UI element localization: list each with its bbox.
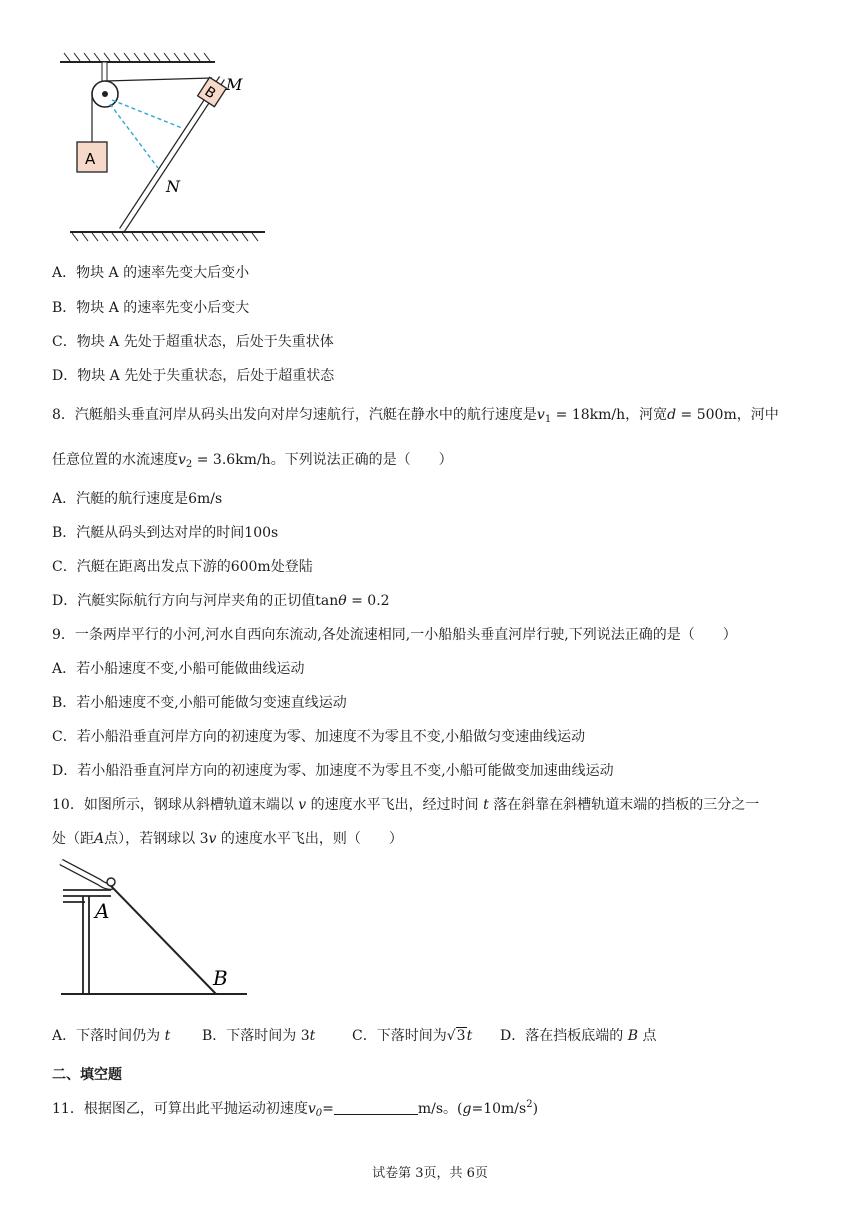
label-block-b: B <box>201 83 219 103</box>
q9-option-b: B．若小船速度不变,小船可能做匀变速直线运动 <box>52 695 347 711</box>
label-m: M <box>226 75 243 94</box>
answer-blank[interactable] <box>334 1102 418 1115</box>
label-block-a: A <box>85 150 96 168</box>
q7-option-a: A．物块 A 的速率先变大后变小 <box>52 265 250 281</box>
ramp-board-figure <box>55 852 255 1002</box>
q11-stem: 11．根据图乙，可算出此平抛运动初速度$v_0= m/s$。$(g=10m/s^2)$ <box>52 1099 539 1119</box>
q8-option-c: C．汽艇在距离出发点下游的600m处登陆 <box>52 559 313 575</box>
q10-stem-line2: 处（距A点），若钢球以 3v 的速度水平飞出，则（ ） <box>52 831 403 847</box>
q7-option-b: B．物块 A 的速率先变小后变大 <box>52 300 250 316</box>
label-n: N <box>166 177 180 196</box>
q9-option-a: A．若小船速度不变,小船可能做曲线运动 <box>52 661 305 677</box>
q8-stem-line2: 任意位置的水流速度$v_2 = 3.6km/h$。下列说法正确的是（ ） <box>52 452 453 470</box>
q7-option-d: D．物块 A 先处于失重状态，后处于超重状态 <box>52 368 335 384</box>
page-footer: 试卷第 3页，共 6页 <box>372 1166 488 1181</box>
q10-option-a: A．下落时间仍为 t <box>52 1028 171 1044</box>
q9-option-c: C．若小船沿垂直河岸方向的初速度为零、加速度不为零且不变,小船做匀变速曲线运动 <box>52 729 586 745</box>
q9-option-d: D．若小船沿垂直河岸方向的初速度为零、加速度不为零且不变,小船可能做变加速曲线运动 <box>52 763 614 779</box>
section-heading: 二、填空题 <box>52 1067 122 1083</box>
q10-option-d: D．落在挡板底端的 B 点 <box>500 1028 657 1044</box>
q7-option-c: C．物块 A 先处于超重状态，后处于失重状体 <box>52 334 334 350</box>
q8-option-b: B．汽艇从码头到达对岸的时间100s <box>52 525 279 541</box>
q10-stem-line1: 10．如图所示，钢球从斜槽轨道末端以 v 的速度水平飞出，经过时间 t 落在斜靠在斜槽轨道末端的挡板的三分之一 <box>52 797 760 813</box>
pulley-incline-figure <box>50 50 280 245</box>
label-point-b: B <box>213 966 228 990</box>
label-point-a: A <box>95 899 110 923</box>
q10-option-c: C．下落时间为√3t <box>352 1028 473 1044</box>
q8-option-a: A．汽艇的航行速度是6m/s <box>52 491 223 507</box>
q8-stem-line1: 8．汽艇船头垂直河岸从码头出发向对岸匀速航行，汽艇在静水中的航行速度是$v_1 = 18km/h$，河宽d = 500m，河中 <box>52 407 779 425</box>
q10-option-b: B．下落时间为 3t <box>202 1028 316 1044</box>
q8-option-d: D．汽艇实际航行方向与河岸夹角的正切值tanθ = 0.2 <box>52 593 390 609</box>
q9-stem: 9．一条两岸平行的小河,河水自西向东流动,各处流速相同,一小船船头垂直河岸行驶,下列说法正确的是（ ） <box>52 627 737 643</box>
